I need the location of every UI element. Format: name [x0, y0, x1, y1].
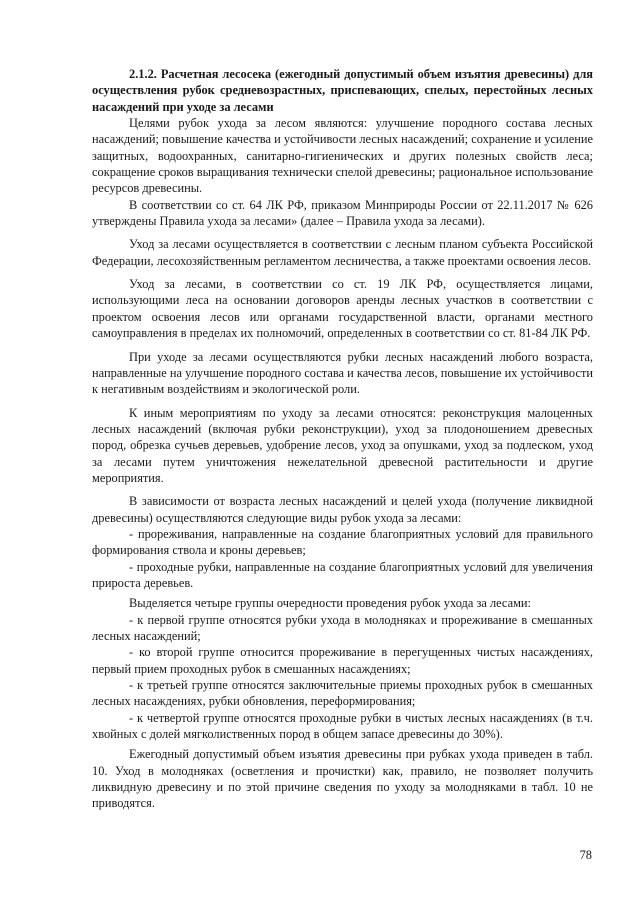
list-item-group-2: - ко второй группе относится прореживание в перегущенных чистых насаждениях, первый прием проходных рубок в смешанных насаждениях; — [92, 645, 593, 676]
list-item-group-1: - к первой группе относятся рубки ухода в молодняках и прореживание в смешанных лесных насаждений; — [92, 612, 593, 643]
paragraph-plan: Уход за лесами осуществляется в соответствии с лесным планом субъекта Российской Федерации, лесохозяйственным регламентом лесничества, а также проектами освоения лесов. — [92, 237, 593, 268]
list-item-group-3: - к третьей группе относятся заключительные приемы проходных рубок в смешанных лесных насаждениях, рубки обновления, переформирования; — [92, 678, 593, 709]
list-item-thinning: - прореживания, направленные на создание благоприятных условий для правильного формирования ствола и кроны деревьев; — [92, 526, 593, 558]
document-page — [92, 66, 593, 812]
list-item-passage-cutting: - проходные рубки, направленные на создание благоприятных условий для увеличения прироста деревьев. — [92, 559, 593, 590]
page-number: 78 — [579, 848, 592, 862]
paragraph-closing: Ежегодный допустимый объем изъятия древесины при рубках ухода приведен в табл. 10. Уход в молодняках (осветления и прочистки) как, правило, не позволяет получить ликвидную древесину и по этой причине сведения по уходу за молодняками в табл. 10 не приводятся. — [92, 747, 593, 811]
paragraph-persons: Уход за лесами, в соответствии со ст. 19 ЛК РФ, осуществляется лицами, использующими леса на основании договоров аренды лесных участков в соответствии с проектом освоения лесов или органами государственной власти, органами местного самоуправления в пределах их полномочий, определенных в соответствии со ст. 81-84 ЛК РФ. — [92, 277, 593, 341]
paragraph-types-intro: В зависимости от возраста лесных насаждений и целей ухода (получение ликвидной древесины) осуществляются следующие виды рубок ухода за лесами: — [92, 494, 593, 525]
paragraph-cuttings: При уходе за лесами осуществляются рубки лесных насаждений любого возраста, направленные на улучшение породного состава и качества лесов, повышение их устойчивости к негативным воздействиям и экологической роли. — [92, 349, 593, 397]
paragraph-goals: Целями рубок ухода за лесом являются: улучшение породного состава лесных насаждений; повышение качества и устойчивости лесных насаждений; сохранение и усиление защитных, водоохранных, санитарно-гигиенических и других полезных свойств леса; сокращение сроков выращивания технически спелой древесины; рациональное использование ресурсов древесины. — [92, 116, 593, 196]
section-heading: 2.1.2. Расчетная лесосека (ежегодный допустимый объем изъятия древесины) для осуществления рубок средневозрастных, приспевающих, спелых, перестойных лесных насаждений при уходе за лесами — [92, 67, 593, 114]
paragraph-rules: В соответствии со ст. 64 ЛК РФ, приказом Минприроды России от 22.11.2017 № 626 утверждены Правила ухода за лесами» (далее – Правила ухода за лесами). — [92, 197, 593, 229]
paragraph-other-measures: К иным мероприятиям по уходу за лесами относятся: реконструкция малоценных лесных насаждений (включая рубки реконструкции), уход за плодоношением древесных пород, обрезка сучьев деревьев, удобрение лесов, уход за опушками, уход за подлеском, уход за лесами путем уничтожения нежелательной древесной растительности и другие мероприятия. — [92, 405, 593, 485]
list-item-group-4: - к четвертой группе относятся проходные рубки в чистых лесных насаждениях (в т.ч. хвойных с долей мягколиственных пород в общем запасе древесины до 30%). — [92, 710, 593, 742]
paragraph-groups-intro: Выделяется четыре группы очередности проведения рубок ухода за лесами: — [129, 596, 531, 611]
